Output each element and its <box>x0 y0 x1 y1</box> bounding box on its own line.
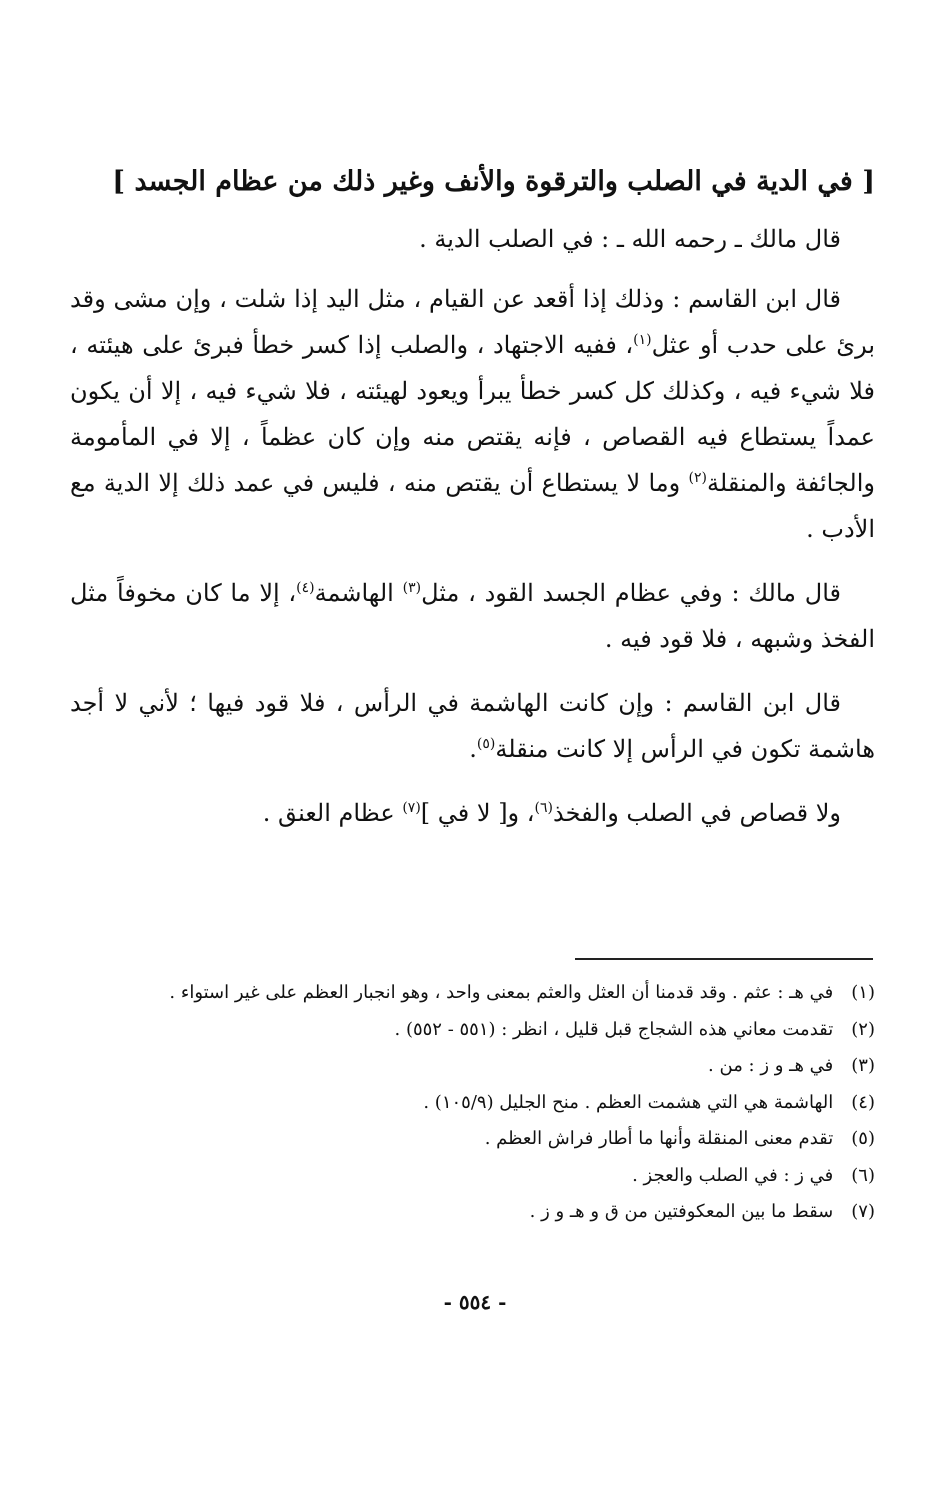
paragraph-5 <box>70 790 875 836</box>
footnote-marker[interactable]: (١) <box>633 332 652 348</box>
footnote <box>80 1048 875 1085</box>
footnote-marker[interactable]: (٣) <box>402 580 422 596</box>
footnote-text: في هـ و ز : من . <box>708 1055 834 1076</box>
footnote-text: في ز : في الصلب والعجز . <box>632 1164 834 1186</box>
paragraph-text: ، ففيه الاجتهاد ، والصلب إذا كسر خطأ فبرئ على هيئته ، فلا شيء فيه ، وكذلك كل كسر خطأ يبرأ ويعود لهيئته ، فلا شيء فيه ، إلا أن يكون عمداً يستطاع فيه القصاص ، فإنه يقتص منه وإن كان عظماً ، إلا في المأمومة والجائفة والمنقلة <box>70 331 875 497</box>
paragraph-4 <box>70 680 875 772</box>
section-heading: [ في الدية في الصلب والترقوة والأنف وغير ذلك من عظام الجسد ] <box>112 166 875 197</box>
footnote <box>80 975 875 1012</box>
paragraph-text: ، و[ لا في ] <box>420 799 535 827</box>
footnote-text: الهاشمة هي التي هشمت العظم . منح الجليل (١٠٥/٩) . <box>423 1091 834 1113</box>
paragraph-text: الهاشمة <box>314 579 403 607</box>
paragraph-text: قال ابن القاسم : وذلك إذا أقعد عن القيام ، مثل اليد إذا شلت ، وإن مشى وقد برئ على حدب أو عثل <box>70 285 876 359</box>
footnote-separator <box>575 958 873 960</box>
footnote <box>80 1121 875 1158</box>
paragraph-text: ، إلا ما كان مخوفاً مثل الفخذ وشبهه ، فلا قود فيه . <box>70 579 875 653</box>
page-number: - ٥٥٤ - <box>443 1290 507 1314</box>
footnote <box>80 1012 875 1049</box>
footnote-number: (٣) <box>851 1055 875 1076</box>
footnote-marker[interactable]: (٦) <box>534 800 553 816</box>
paragraph-text: وما لا يستطاع أن يقتص منه ، فليس في عمد ذلك إلا الدية مع الأدب . <box>70 469 875 543</box>
footnote-number: (٤) <box>851 1091 875 1113</box>
paragraph-text: عظام العنق . <box>262 799 403 827</box>
footnotes-list <box>80 975 875 1231</box>
footnote-text: سقط ما بين المعكوفتين من ق و هـ و ز . <box>529 1201 834 1222</box>
paragraph-2 <box>70 276 875 552</box>
paragraph-text: قال مالك ـ رحمه الله ـ : في الصلب الدية . <box>419 225 841 253</box>
footnote-text: في هـ : عثم . وقد قدمنا أن العثل والعثم بمعنى واحد ، وهو انجبار العظم على غير استواء . <box>169 982 834 1003</box>
footnote-text: تقدم معنى المنقلة وأنها ما أطار فراش العظم . <box>484 1128 834 1149</box>
footnote-marker[interactable]: (٧) <box>402 800 421 816</box>
footnote <box>80 1158 875 1195</box>
paragraph-text: قال مالك : وفي عظام الجسد القود ، مثل <box>421 579 841 607</box>
footnote-number: (٦) <box>851 1164 875 1186</box>
footnote-number: (٧) <box>851 1201 875 1222</box>
paragraph-text: قال ابن القاسم : وإن كانت الهاشمة في الرأس ، فلا قود فيها ؛ لأني لا أجد هاشمة تكون في الرأس إلا كانت منقلة <box>70 689 875 763</box>
footnote-number: (٢) <box>851 1018 875 1040</box>
footnote-text: تقدمت معاني هذه الشجاج قبل قليل ، انظر : (٥٥١ - ٥٥٢) . <box>394 1018 834 1040</box>
paragraph-text: ولا قصاص في الصلب والفخذ <box>553 799 841 827</box>
paragraph-1 <box>70 216 875 262</box>
paragraph-text: . <box>469 735 477 763</box>
footnote-number: (١) <box>851 982 875 1003</box>
footnote-marker[interactable]: (٢) <box>688 470 707 486</box>
footnote <box>80 1194 875 1231</box>
footnote-number: (٥) <box>851 1128 875 1149</box>
footnote <box>80 1085 875 1122</box>
footnote-marker[interactable]: (٥) <box>476 736 496 752</box>
paragraph-3 <box>70 570 875 662</box>
page-body <box>70 150 875 854</box>
footnote-marker[interactable]: (٤) <box>296 580 315 596</box>
